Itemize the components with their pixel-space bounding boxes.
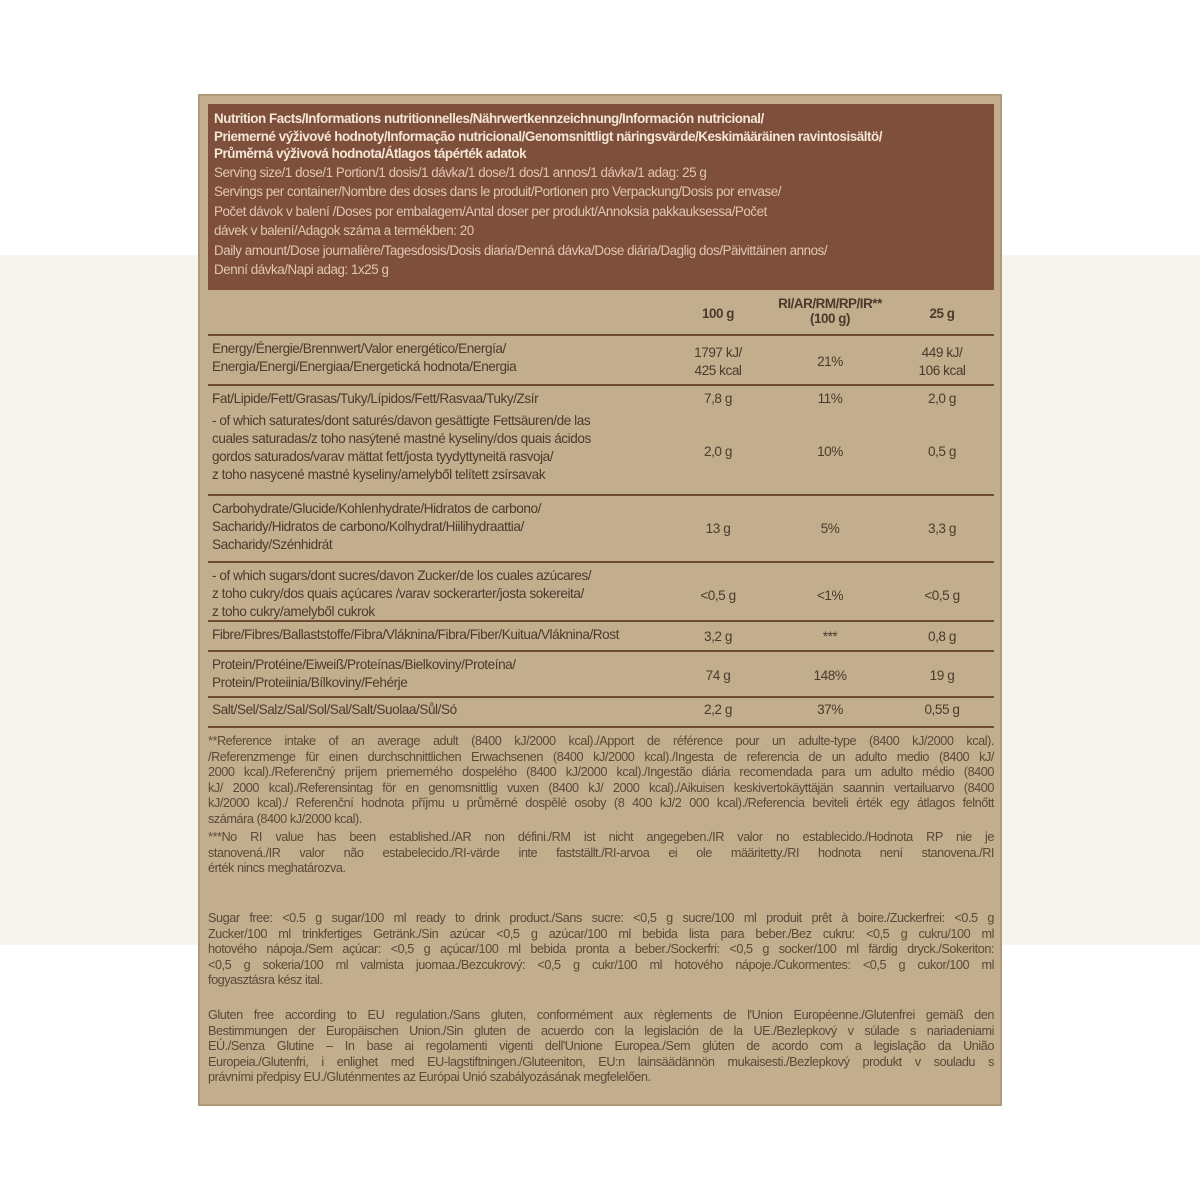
- column-header-100g: 100 g: [702, 306, 734, 321]
- sugar-free-note-line: Zucker/100 ml trinkfertiges Getränk./Sin azúcar <0,5 g azúcar/100 ml bebida lista para beber./Bez cukru: <0,5 g cukru/100 ml: [208, 926, 994, 941]
- row-divider: [208, 561, 994, 563]
- nutrient-label: Salt/Sel/Salz/Sal/Sol/Sal/Salt/Suolaa/Sůl/Só: [212, 702, 457, 717]
- value-ri-percent: 10%: [817, 444, 843, 459]
- value-per-25g: 19 g: [929, 668, 955, 683]
- column-header-ri-line1: RI/AR/RM/RP/IR**: [778, 296, 882, 311]
- column-header-25g: 25 g: [929, 306, 955, 321]
- servings-per-container-line: dávek v balení/Adagok száma a termékben: 20: [214, 223, 474, 239]
- nutrient-label: gordos saturados/varav mättat fett/josta tyydyttyneitä rasvoja/: [212, 449, 554, 464]
- nutrient-label: Energia/Energi/Energiaa/Energetická hodnota/Energia: [212, 359, 517, 374]
- value-per-25g: 449 kJ/: [921, 344, 963, 360]
- value-ri-percent: 11%: [817, 391, 843, 406]
- nutrient-label: Fibre/Fibres/Ballaststoffe/Fibra/Vláknina/Fibra/Fiber/Kuitua/Vláknina/Rost: [212, 627, 619, 642]
- value-ri-percent: 37%: [817, 702, 843, 717]
- table-top-rule: [208, 334, 994, 336]
- reference-note-line: **Reference intake of an average adult (8400 kJ/2000 kcal)./Apport de référence pour un adulte-type (8400 kJ/2000 kcal).: [208, 734, 994, 748]
- reference-intake-note: [208, 734, 994, 828]
- value-per-25g: 0,55 g: [924, 702, 960, 717]
- sugar-free-note-line: Sugar free: <0.5 g sugar/100 ml ready to drink product./Sans sucre: <0,5 g sucre/100 ml produit prêt à boire./Zuckerfrei: <0.5 g: [208, 911, 994, 925]
- value-ri-percent: 5%: [820, 521, 840, 536]
- header-title-line: Priemerné výživové hodnoty/Informação nutricional/Genomsnittligt näringsvärde/Keskimääräinen ravintosisältö/: [214, 128, 882, 144]
- value-per-100g: 2,2 g: [704, 702, 732, 717]
- value-ri-percent: ***: [822, 629, 838, 644]
- value-per-100g: 2,0 g: [704, 444, 732, 459]
- nutrient-label: Sacharidy/Szénhidrát: [212, 537, 333, 552]
- reference-note-line: számára (8400 kJ/2000 kcal).: [208, 811, 362, 826]
- value-per-25g: 0,8 g: [928, 629, 956, 644]
- nutrient-label: z toho cukry/dos quais açúcares /varav sockerarter/josta sokereita/: [212, 586, 584, 601]
- nutrition-header: [208, 104, 994, 290]
- nutrient-label: Fat/Lipide/Fett/Grasas/Tuky/Lípidos/Fett/Rasvaa/Tuky/Zsír: [212, 391, 539, 406]
- row-divider: [208, 650, 994, 652]
- header-title-line: Nutrition Facts/Informations nutritionnelles/Nährwertkennzeichnung/Información nutricional/: [214, 111, 764, 126]
- reference-note-line: /Referenzmenge für einen durchschnittlichen Erwachsenen (8400 kJ/2000 kcal)./Ingesta de referencia de un adulto medio (8400 kJ/: [208, 749, 994, 764]
- sugar-free-note: [208, 911, 994, 989]
- no-ri-note-line: érték nincs meghatározva.: [208, 861, 346, 876]
- row-divider: [208, 696, 994, 698]
- nutrient-label: Sacharidy/Hidratos de carbono/Kolhydrat/Hiilihydraattia/: [212, 519, 524, 534]
- nutrient-label: Protein/Protéine/Eiweiß/Proteínas/Bielkoviny/Proteína/: [212, 657, 516, 672]
- value-per-25g: 3,3 g: [928, 521, 956, 536]
- reference-note-line: kJ/2000 kcal)./ Referenční hodnota příjmu u průměrné dospělé osoby (8 400 kJ/2 000 kcal)./Referencia beviteli érték egy átlagos felnőtt: [208, 796, 994, 811]
- sugar-free-note-line: fogyasztásra kész ital.: [208, 973, 323, 988]
- column-header-ri-line2: (100 g): [809, 311, 850, 326]
- reference-note-line: 2000 kcal)./Referenčný príjem priemerného dospelého (8400 kJ/2000 kcal)./Ingestão diária recomendada para um adulto médio (8400: [208, 765, 994, 780]
- nutrient-label: z toho nasycené mastné kyseliny/amelyből telített zsírsavak: [212, 467, 546, 482]
- no-ri-note-line: ***No RI value has been established./AR non défini./RM ist nicht angegeben./IR valor no establecido./Hodnota RP nie je: [208, 830, 994, 844]
- value-ri-percent: 21%: [817, 353, 843, 369]
- nutrient-label: Carbohydrate/Glucide/Kohlenhydrate/Hidratos de carbono/: [212, 501, 541, 516]
- daily-amount-line: Denní dávka/Napi adag: 1x25 g: [214, 262, 389, 278]
- nutrient-label: - of which saturates/dont saturés/davon gesättigte Fettsäuren/de las: [212, 413, 591, 428]
- no-ri-note-line: stanovená./IR valor não estabelecido./RI-värde inte fastställt./RI-arvoa ei ole määritetty./RI hodnota není stanovena./RI: [208, 845, 994, 860]
- gluten-free-note: [208, 1008, 994, 1086]
- sugar-free-note-line: <0,5 g sokeria/100 ml valmista juomaa./Bezcukrový: <0,5 g cukr/100 ml hotového nápoje./Cukormentes: <0,5 g cukor/100 ml: [208, 957, 994, 972]
- daily-amount-line: Daily amount/Dose journalière/Tagesdosis/Dosis diaria/Denná dávka/Dose diária/Daglig dos/Päivittäinen annos/: [214, 242, 828, 258]
- value-per-100g: 7,8 g: [704, 391, 732, 406]
- row-divider: [208, 620, 994, 622]
- column-header-ri: [760, 296, 900, 326]
- table-bottom-rule: [208, 726, 994, 728]
- value-per-100g: <0,5 g: [700, 588, 736, 603]
- row-divider: [208, 494, 994, 496]
- servings-per-container-line: Servings per container/Nombre des doses dans le produit/Portionen pro Verpackung/Dosis por envase/: [214, 184, 782, 200]
- value-per-100g: 13 g: [705, 521, 731, 536]
- gluten-free-note-line: Europeia./Glutenfri, i enlighet med EU-lagstiftningen./Gluteeniton, EU:n lainsäädännön mukaisesti./Bezlepkový produkt v souladu s: [208, 1054, 994, 1069]
- value-ri-percent: 148%: [813, 668, 847, 683]
- nutrient-label: - of which sugars/dont sucres/davon Zucker/de los cuales azúcares/: [212, 568, 592, 583]
- gluten-free-note-line: Gluten free according to EU regulation./Sans gluten, conformément aux règlements de l'Union Européenne./Glutenfrei gemäß den: [208, 1008, 994, 1022]
- nutrient-label: cuales saturadas/z toho nasýtené mastné kyseliny/dos quais ácidos: [212, 431, 591, 446]
- reference-note-line: kJ/ 2000 kcal)./Referensintag för en genomsnittlig vuxen (8400 kJ/ 2000 kcal)./Aikuisen keskivertokäyttäjän saannin vertailuarvo (8400: [208, 780, 994, 795]
- gluten-free-note-line: EÚ./Senza Glutine – In base ai regolamenti vigenti dell'Unione Europea./Sem glúten de acordo com a legislação da União: [208, 1039, 994, 1054]
- value-per-100g: 425 kcal: [694, 362, 742, 378]
- value-per-25g: 106 kcal: [918, 362, 966, 378]
- value-per-100g: 3,2 g: [704, 629, 732, 644]
- no-ri-note: [208, 830, 994, 877]
- value-per-25g: 0,5 g: [928, 444, 956, 459]
- nutrient-label: Energy/Énergie/Brennwert/Valor energético/Energía/: [212, 341, 506, 356]
- servings-per-container-line: Počet dávok v balení /Doses por embalagem/Antal doser per produkt/Annoksia pakkauksessa/Počet: [214, 203, 767, 219]
- value-per-25g: 2,0 g: [928, 391, 956, 406]
- serving-size-line: Serving size/1 dose/1 Portion/1 dosis/1 dávka/1 dose/1 dos/1 annos/1 dávka/1 adag: 25 g: [214, 164, 707, 180]
- value-per-25g: <0,5 g: [924, 588, 960, 603]
- row-divider: [208, 384, 994, 386]
- nutrition-panel: [198, 94, 1002, 1106]
- sugar-free-note-line: hotového nápoja./Sem açúcar: <0,5 g açúcar/100 ml bebida pronta a beber./Sockerfri: <0,5 g socker/100 ml färdig dryck./Sokeriton:: [208, 942, 994, 957]
- gluten-free-note-line: Bestimmungen der Europäischen Union./Sin gluten de acuerdo con la legislación de la UE./Bezlepkový v súlade s nariadeniami: [208, 1023, 994, 1038]
- header-title-line: Průměrná výživová hodnota/Átlagos tápérték adatok: [214, 146, 527, 161]
- value-per-100g: 74 g: [705, 668, 731, 683]
- nutrient-label: Protein/Proteiinia/Bílkoviny/Fehérje: [212, 675, 408, 690]
- value-ri-percent: <1%: [816, 588, 844, 603]
- value-per-100g: 1797 kJ/: [694, 344, 742, 360]
- gluten-free-note-line: právními předpisy EU./Gluténmentes az Európai Unió szabályozásának megfelelően.: [208, 1070, 651, 1085]
- nutrient-label: z toho cukry/amelyből cukrok: [212, 604, 375, 619]
